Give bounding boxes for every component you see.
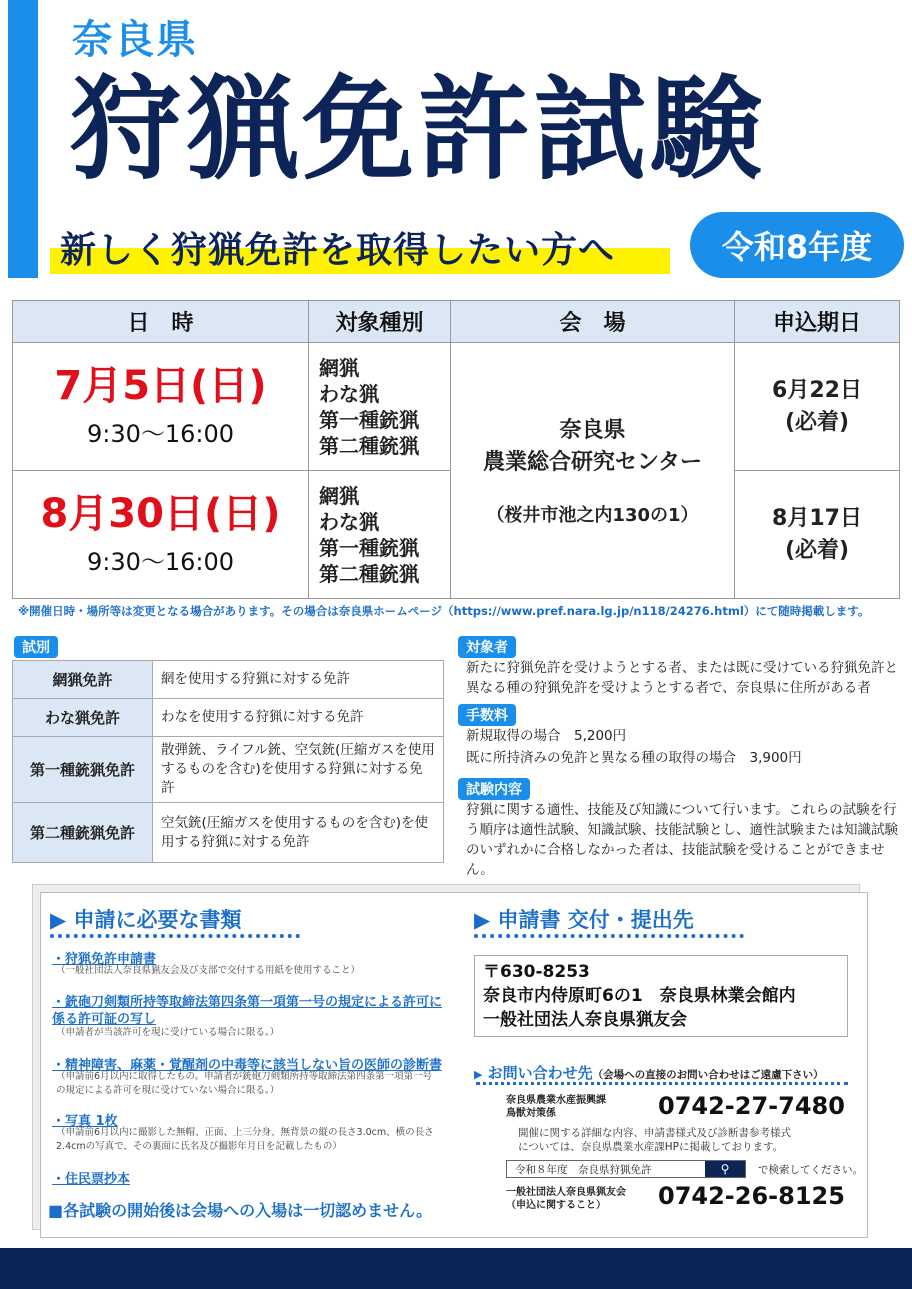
submit-address-box [474, 955, 848, 1037]
license-name: 網猟免許 [13, 661, 153, 699]
org2-line: 一般社団法人奈良県猟友会 [506, 1187, 626, 1198]
deadline-date: 8月17日 [772, 505, 862, 531]
org1-line: 奈良県農業水産振興課 [506, 1095, 606, 1106]
submit-divider [474, 934, 744, 938]
license-tag: 試別 [14, 636, 58, 658]
entry-warning: ■各試験の開始後は会場への入場は一切認めません。 [48, 1201, 433, 1220]
deadline-date: 6月22日 [772, 377, 862, 403]
fee-line2: 既に所持済みの免許と異なる種の取得の場合 3,900円 [466, 750, 802, 766]
col-header-types: 対象種別 [309, 301, 451, 343]
contact-org1 [506, 1094, 606, 1120]
deadline-note: (必着) [784, 409, 850, 435]
fee-tag: 手数料 [458, 704, 516, 726]
exam-time: 9:30～16:00 [86, 548, 235, 576]
year-badge: 令和8年度 [690, 212, 904, 278]
table-row [13, 737, 444, 803]
fee-line1: 新規取得の場合 5,200円 [466, 728, 627, 744]
type-item: 網猟 [319, 355, 359, 380]
contact-phone2: 0742-26-8125 [658, 1182, 845, 1210]
org1-note-line: 開催に関する詳細な内容、申請書様式及び診断書参考様式 [518, 1127, 791, 1139]
venue-line2: 農業総合研究センター [482, 449, 703, 475]
org1-line: 鳥獣対策係 [506, 1108, 556, 1119]
license-desc: 網を使用する狩猟に対する免許 [153, 661, 444, 699]
exam-date: 7月5日(日) [54, 363, 267, 409]
deadline-note: (必着) [784, 537, 850, 563]
arrow-icon: ▶ [474, 1068, 483, 1081]
organization-name: 一般社団法人奈良県猟友会 [483, 1010, 687, 1030]
license-table [12, 660, 444, 863]
table-row [13, 343, 900, 471]
type-item: 網猟 [319, 483, 359, 508]
address-line: 奈良市内侍原町6の1 奈良県林業会館内 [483, 986, 796, 1006]
doc-item: ・写真 1枚 [52, 1114, 118, 1129]
org2-line: （申込に関すること） [506, 1200, 606, 1211]
venue-cell [451, 343, 735, 599]
page-title: 狩猟免許試験 [70, 65, 766, 195]
venue-line1: 奈良県 [559, 417, 626, 443]
type-item: 第二種銃猟 [319, 433, 419, 458]
license-name: わな猟免許 [13, 699, 153, 737]
col-header-datetime: 日 時 [13, 301, 309, 343]
date-cell [13, 471, 309, 599]
doc-item: ・精神障害、麻薬・覚醒剤の中毒等に該当しない旨の医師の診断書 [52, 1058, 443, 1073]
footer-bar [0, 1248, 912, 1289]
doc-item: ・狩猟免許申請書 [52, 952, 157, 967]
type-item: 第二種銃猟 [319, 561, 419, 586]
type-item: 第一種銃猟 [319, 407, 419, 432]
documents-divider [50, 934, 300, 938]
type-item: わな猟 [319, 381, 379, 406]
contact-title-note: （会場への直接のお問い合わせはご遠慮下さい） [592, 1069, 824, 1081]
exam-date: 8月30日(日) [40, 491, 281, 537]
table-row [13, 699, 444, 737]
schedule-note: ※開催日時・場所等は変更となる場合があります。その場合は奈良県ホームページ（https://www.pref.nara.lg.jp/n118/24276.html）にて随時掲載します。 [18, 604, 870, 618]
exam-tag: 試験内容 [458, 778, 530, 800]
prefecture-label: 奈良県 [72, 17, 198, 63]
postal-code: 〒630-8253 [483, 962, 590, 982]
col-header-deadline: 申込期日 [735, 301, 900, 343]
exam-time: 9:30～16:00 [86, 420, 235, 448]
doc-item: ・銃砲刀剣類所持等取締法第四条第一項第一号の規定による許可に係る許可証の写し [52, 995, 443, 1027]
doc-note: （一般社団法人奈良県猟友会及び支部で交付する用紙を使用すること） [56, 965, 361, 976]
license-name: 第二種銃猟免許 [13, 803, 153, 863]
deadline-cell [735, 343, 900, 471]
contact-heading [474, 1062, 824, 1083]
type-item: わな猟 [319, 509, 379, 534]
date-cell [13, 343, 309, 471]
page-subtitle: 新しく狩猟免許を取得したい方へ [60, 230, 616, 271]
venue-address: （桜井市池之内130の1） [486, 504, 699, 526]
contact-phone1: 0742-27-7480 [658, 1092, 845, 1120]
doc-note: （申請前6月以内に取得したもの。申請者が銃砲刀剣類所持等取締法第四条第一項第一号の規定による許可を現に受けていない場合に限る。） [56, 1071, 433, 1096]
table-row [13, 661, 444, 699]
search-text: 令和８年度 奈良県狩猟免許 [515, 1163, 652, 1176]
license-desc: 散弾銃、ライフル銃、空気銃(圧縮ガスを使用するものを含む)を使用する狩猟に対する免許 [153, 737, 444, 803]
target-tag: 対象者 [458, 636, 516, 658]
search-suffix: で検索してください。 [758, 1164, 863, 1176]
doc-item: ・住民票抄本 [52, 1172, 131, 1187]
contact-org1-note [518, 1126, 791, 1154]
exam-text: 狩猟に関する適性、技能及び知識について行います。これらの試験を行う順序は適性試験、知識試験、技能試験とし、適性試験または知識試験のいずれかに合格しなかった者は、技能試験を受けることができません。 [466, 802, 898, 878]
org1-note-line: については、奈良県農業水産課HPに掲載しております。 [518, 1141, 784, 1153]
doc-note: （申請者が当該許可を現に受けている場合に限る。） [56, 1027, 280, 1038]
contact-org2 [506, 1186, 626, 1212]
search-icon: ⚲ [705, 1161, 745, 1177]
license-name: 第一種銃猟免許 [13, 737, 153, 803]
license-desc: わなを使用する狩猟に対する免許 [153, 699, 444, 737]
submit-title: ▶ 申請書 交付・提出先 [474, 908, 694, 932]
documents-title: ▶ 申請に必要な書類 [50, 908, 242, 932]
contact-divider [476, 1082, 848, 1085]
search-box [506, 1160, 746, 1178]
schedule-table [12, 300, 900, 599]
contact-title: お問い合わせ先 [487, 1064, 593, 1082]
table-row [13, 803, 444, 863]
target-text: 新たに狩猟免許を受けようとする者、または既に受けている狩猟免許と異なる種の狩猟免許を受けようとする者で、奈良県に住所がある者 [466, 660, 898, 696]
col-header-venue: 会 場 [451, 301, 735, 343]
doc-note: （申請前6月以内に撮影した無帽、正面、上三分身、無背景の縦の長さ3.0cm、横の長さ2.4cmの写真で、その裏面に氏名及び撮影年月日を記載したもの） [56, 1127, 434, 1152]
deadline-cell [735, 471, 900, 599]
header-accent-bar [8, 0, 38, 278]
type-item: 第一種銃猟 [319, 535, 419, 560]
types-cell [309, 343, 451, 471]
license-desc: 空気銃(圧縮ガスを使用するものを含む)を使用する狩猟に対する免許 [153, 803, 444, 863]
types-cell [309, 471, 451, 599]
